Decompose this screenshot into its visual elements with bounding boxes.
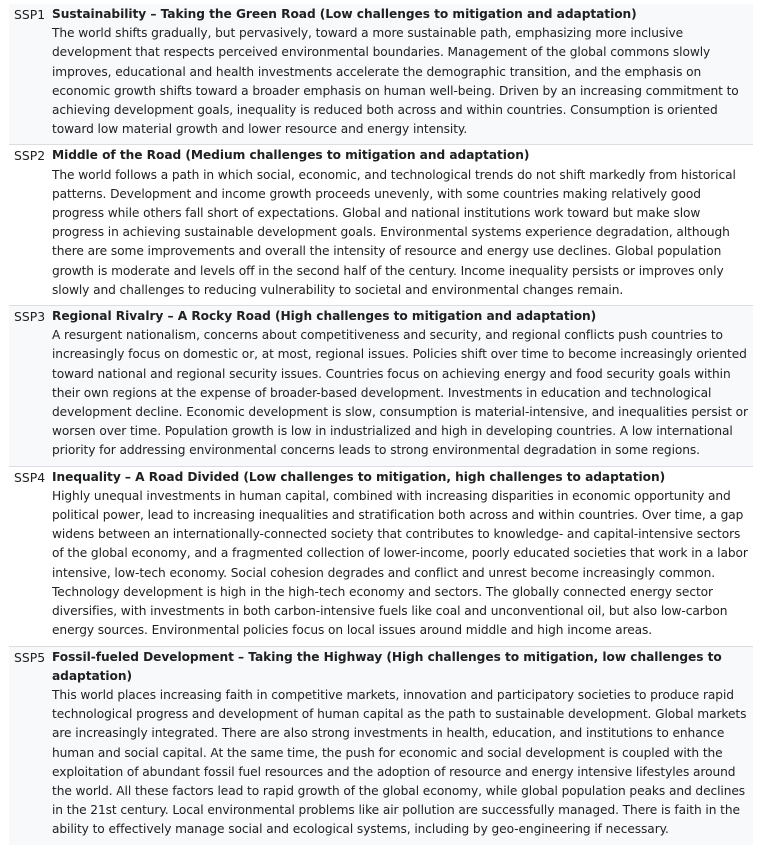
- ssp-scenarios-table: [9, 4, 753, 845]
- scenario-content: [52, 466, 753, 646]
- scenario-title: Middle of the Road (Medium challenges to mitigation and adaptation): [52, 148, 530, 163]
- scenario-code: SSP3: [9, 306, 52, 467]
- scenario-title: Fossil-fueled Development – Taking the Highway (High challenges to mitigation, low challenges to adaptation): [52, 649, 722, 683]
- scenario-content: [52, 145, 753, 306]
- scenario-title: Inequality – A Road Divided (Low challenges to mitigation, high challenges to adaptation): [52, 469, 666, 484]
- scenario-content: [52, 306, 753, 467]
- scenario-code: SSP1: [9, 4, 52, 145]
- scenario-description: The world shifts gradually, but pervasively, toward a more sustainable path, emphasizing more inclusive development that respects perceived environmental boundaries. Management of the global commons slowly improves, educational and health investments accelerate the demographic transition, and the emphasis on economic growth shifts toward a broader emphasis on human well-being. Driven by an increasing commitment to achieving development goals, inequality is reduced both across and within countries. Consumption is oriented toward low material growth and lower resource and energy intensity.: [52, 26, 739, 137]
- scenario-description: A resurgent nationalism, concerns about competitiveness and security, and regional conflicts push countries to increasingly focus on domestic or, at most, regional issues. Policies shift over time to become increasingly oriented toward national and regional security issues. Countries focus on achieving energy and food security goals within their own regions at the expense of broader-based development. Investments in education and technological development decline. Economic development is slow, consumption is material-intensive, and inequalities persist or worsen over time. Population growth is low in industrialized and high in developing countries. A low international priority for addressing environmental concerns leads to strong environmental degradation in some regions.: [52, 328, 748, 458]
- scenario-code: SSP2: [9, 145, 52, 306]
- scenario-code: SSP4: [9, 466, 52, 646]
- scenario-description: This world places increasing faith in competitive markets, innovation and participatory societies to produce rapid technological progress and development of human capital as the path to sustainable development. Global markets are increasingly integrated. There are also strong investments in health, education, and institutions to enhance human and social capital. At the same time, the push for economic and social development is coupled with the exploitation of abundant fossil fuel resources and the adoption of resource and energy intensive lifestyles around the world. All these factors lead to rapid growth of the global economy, while global population peaks and declines in the 21st century. Local environmental problems like air pollution are successfully managed. There is faith in the ability to effectively manage social and ecological systems, including by geo-engineering if necessary.: [52, 687, 747, 837]
- table-row: [9, 4, 753, 145]
- table-row: [9, 145, 753, 306]
- scenario-title: Regional Rivalry – A Rocky Road (High challenges to mitigation and adaptation): [52, 309, 597, 324]
- scenario-description: Highly unequal investments in human capital, combined with increasing disparities in economic opportunity and political power, lead to increasing inequalities and stratification both across and within countries. Over time, a gap widens between an internationally-connected society that contributes to knowledge- and capital-intensive sectors of the global economy, and a fragmented collection of lower-income, poorly educated societies that work in a labor intensive, low-tech economy. Social cohesion degrades and conflict and unrest become increasingly common. Technology development is high in the high-tech economy and sectors. The globally connected energy sector diversifies, with investments in both carbon-intensive fuels like coal and unconventional oil, but also low-carbon energy sources. Environmental policies focus on local issues around middle and high income areas.: [52, 488, 748, 638]
- table-row: [9, 646, 753, 845]
- scenario-description: The world follows a path in which social, economic, and technological trends do not shift markedly from historical patterns. Development and income growth proceeds unevenly, with some countries making relatively good progress while others fall short of expectations. Global and national institutions work toward but make slow progress in achieving sustainable development goals. Environmental systems experience degradation, although there are some improvements and overall the intensity of resource and energy use declines. Global population growth is moderate and levels off in the second half of the century. Income inequality persists or improves only slowly and challenges to reducing vulnerability to societal and environmental changes remain.: [52, 167, 736, 297]
- table-row: [9, 306, 753, 467]
- scenario-content: [52, 646, 753, 845]
- scenario-title: Sustainability – Taking the Green Road (Low challenges to mitigation and adaptation): [52, 7, 637, 21]
- scenario-content: [52, 4, 753, 145]
- table-row: [9, 466, 753, 646]
- scenario-code: SSP5: [9, 646, 52, 845]
